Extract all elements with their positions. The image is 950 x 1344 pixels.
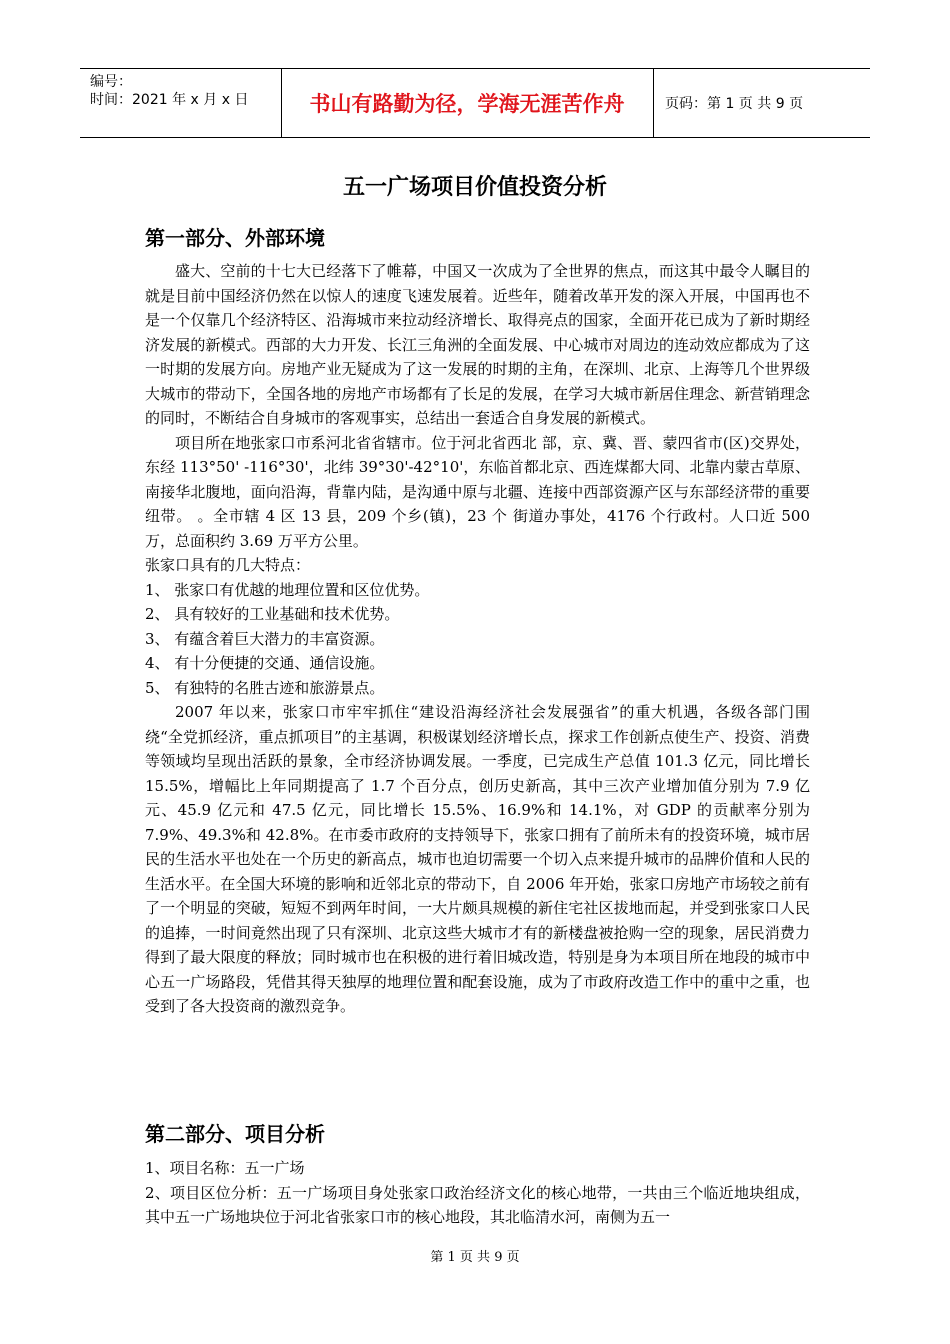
section-heading-2: 第二部分、项目分析 [145, 1122, 325, 1146]
page-title: 五一广场项目价值投资分析 [342, 175, 607, 200]
list-intro: 张家口具有的几大特点： [145, 556, 311, 574]
section-body-1 [145, 259, 810, 1019]
section-heading-1: 第一部分、外部环境 [145, 226, 325, 250]
date-label: 时间：2021 年 x 月 x 日 [90, 92, 249, 108]
list-item: 1、项目名称：五一广场 [145, 1159, 305, 1177]
page-footer: 第 1 页 共 9 页 [430, 1250, 520, 1265]
list-item: 1、 张家口有优越的地理位置和区位优势。 [145, 580, 430, 599]
paragraph: 2007 年以来，张家口市牢牢抓住“建设沿海经济社会发展强省”的重大机遇，各级各部门围绕“全党抓经济，重点抓项目”的主基调，积极谋划经济增长点，探求工作创新点使生产、投资、消费等领域均呈现出活跃的景象，全市经济协调发展。一季度，已完成生产总值 101.3 亿元，同比增长 15.5%，增幅比上年同期提高了 1.7 个百分点，创历史新高，其中三次产业增加值分别为 7.9 亿元、45.9 亿元和 47.5 亿元，同比增长 15.5%、16.9%和 14.1%，对 GDP 的贡献率分别为 7.9%、49.3%和 42.8%。在市委市政府的支持领导下，张家口拥有了前所未有的投资环境，城市居民的生活水平也处在一个历史的新高点，城市也迫切需要一个切入点来提升城市的品牌价值和人民的生活水平。在全国大环境的影响和近邻北京的带动下，自 2006 年开始，张家口房地产市场较之前有了一个明显的突破，短短不到两年时间，一大片颇具规模的新住宅社区拔地而起，并受到张家口人民的追捧，一时间竟然出现了只有深圳、北京这些大城市才有的新楼盘被抢购一空的现象，居民消费力得到了最大限度的释放；同时城市也在积极的进行着旧城改造，特别是身为本项目所在地段的城市中心五一广场路段，凭借其得天独厚的地理位置和配套设施，成为了市政府改造工作中的重中之重，也受到了各大投资商的激烈竞争。 [145, 703, 810, 1015]
header-divider [653, 69, 654, 137]
header-meta [80, 69, 280, 137]
number-label: 编号： [90, 74, 132, 90]
list-item: 5、 有独特的名胜古迹和旅游景点。 [145, 678, 385, 697]
list-item: 2、 具有较好的工业基础和技术优势。 [145, 605, 400, 623]
paragraph: 2、项目区位分析：五一广场项目身处张家口政治经济文化的核心地带，一共由三个临近地块组成，其中五一广场地块位于河北省张家口市的核心地段，其北临清水河，南侧为五一 [145, 1183, 810, 1226]
document-header [80, 68, 870, 138]
header-motto: 书山有路勤为径，学海无涯苦作舟 [309, 92, 625, 116]
paragraph: 项目所在地张家口市系河北省省辖市。位于河北省西北 部，京、冀、晋、蒙四省市(区)交界处，东经 113°50' -116°30'，北纬 39°30'-42°10'，东临首都北京、西连煤都大同、北靠内蒙古草原、南接华北腹地，面向沿海，背靠内陆，是沟通中原与北疆、连接中西部资源产区与东部经济带的重要纽带。 。全市辖 4 区 13 县，209 个乡(镇)，23 个 街道办事处，4176 个行政村。人口近 500 万，总面积约 3.69 万平方公里。 [145, 433, 810, 550]
list-item: 3、 有蕴含着巨大潜力的丰富资源。 [145, 629, 385, 648]
list-item: 4、 有十分便捷的交通、通信设施。 [145, 654, 385, 672]
page-info: 页码：第 1 页 共 9 页 [665, 96, 804, 112]
paragraph: 盛大、空前的十七大已经落下了帷幕，中国又一次成为了全世界的焦点，而这其中最令人瞩目的就是目前中国经济仍然在以惊人的速度飞速发展着。近些年，随着改革开发的深入开展，中国再也不是一个仅靠几个经济特区、沿海城市来拉动经济增长、取得亮点的国家，全面开花已成为了新时期经济发展的新模式。西部的大力开发、长江三角洲的全面发展、中心城市对周边的连动效应都成为了这一时期的发展方向。房地产业无疑成为了这一发展的时期的主角，在深圳、北京、上海等几个世界级大城市的带动下，全国各地的房地产市场都有了长足的发展，在学习大城市新居住理念、新营销理念的同时，不断结合自身城市的客观事实，总结出一套适合自身发展的新模式。 [145, 262, 810, 427]
section-body-2 [145, 1156, 810, 1230]
